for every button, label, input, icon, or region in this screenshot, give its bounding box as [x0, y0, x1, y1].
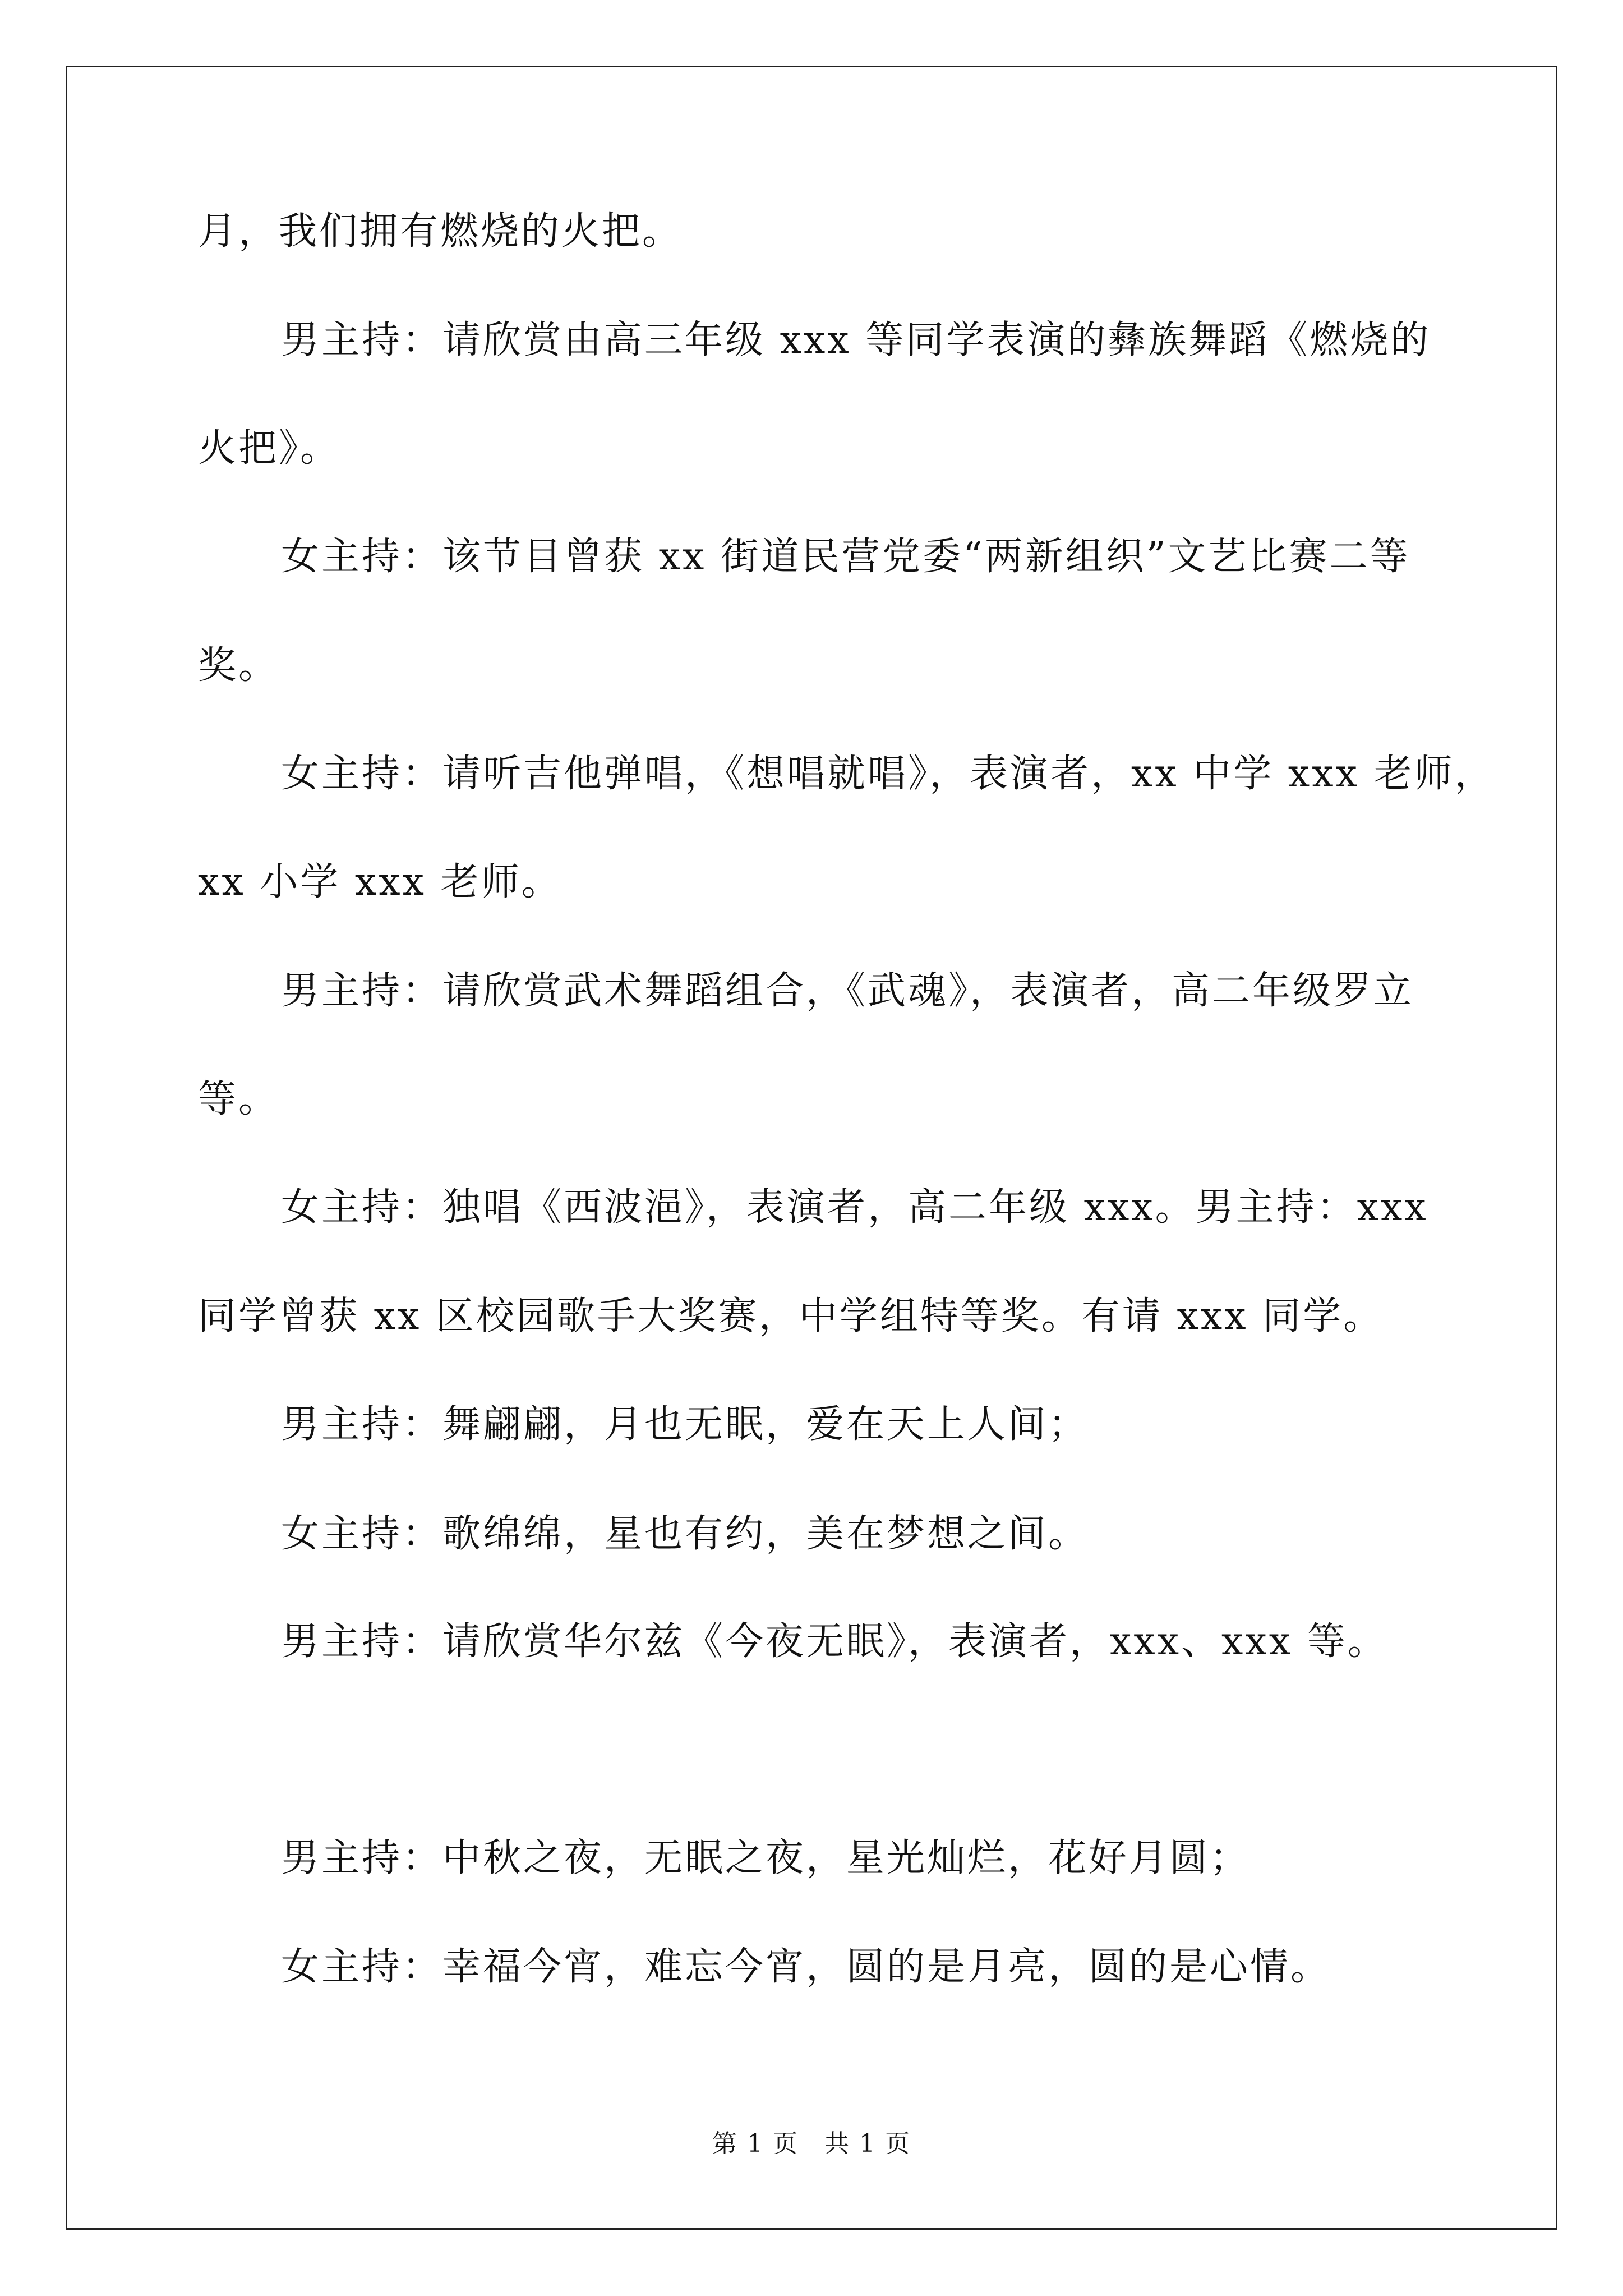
- text-line-3: 火把》。: [198, 426, 341, 471]
- text-line-16: 女主持：幸福今宵，难忘今宵，圆的是月亮，圆的是心情。: [281, 1945, 1331, 1989]
- text-line-10: 女主持：独唱《西波浥》，表演者，高二年级 xxx。男主持：xxx: [281, 1185, 1428, 1230]
- text-line-11: 同学曾获 xx 区校园歌手大奖赛，中学组特等奖。有请 xxx 同学。: [198, 1294, 1384, 1338]
- page-footer: 第 1 页 共 1 页: [712, 2129, 911, 2158]
- page-border: [66, 66, 1557, 2230]
- text-line-4: 女主持：该节目曾获 xx 街道民营党委“两新组织”文艺比赛二等: [281, 535, 1410, 579]
- text-line-12: 男主持：舞翩翩，月也无眠，爱在天上人间；: [281, 1402, 1089, 1447]
- text-line-1: 月，我们拥有燃烧的火把。: [198, 209, 683, 254]
- text-line-13: 女主持：歌绵绵，星也有约，美在梦想之间。: [281, 1512, 1089, 1556]
- text-line-15: 男主持：中秋之夜，无眠之夜，星光灿烂，花好月圆；: [281, 1836, 1251, 1880]
- text-line-14: 男主持：请欣赏华尔兹《今夜无眠》，表演者，xxx、xxx 等。: [281, 1619, 1388, 1664]
- text-line-5: 奖。: [198, 643, 279, 688]
- text-line-8: 男主持：请欣赏武术舞蹈组合，《武魂》，表演者，高二年级罗立: [281, 969, 1414, 1013]
- text-line-7: xx 小学 xxx 老师。: [198, 860, 562, 904]
- text-line-2: 男主持：请欣赏由高三年级 xxx 等同学表演的彝族舞蹈《燃烧的: [281, 318, 1431, 362]
- text-line-9: 等。: [198, 1077, 279, 1121]
- text-line-6: 女主持：请听吉他弹唱，《想唱就唱》，表演者，xx 中学 xxx 老师，: [281, 752, 1495, 796]
